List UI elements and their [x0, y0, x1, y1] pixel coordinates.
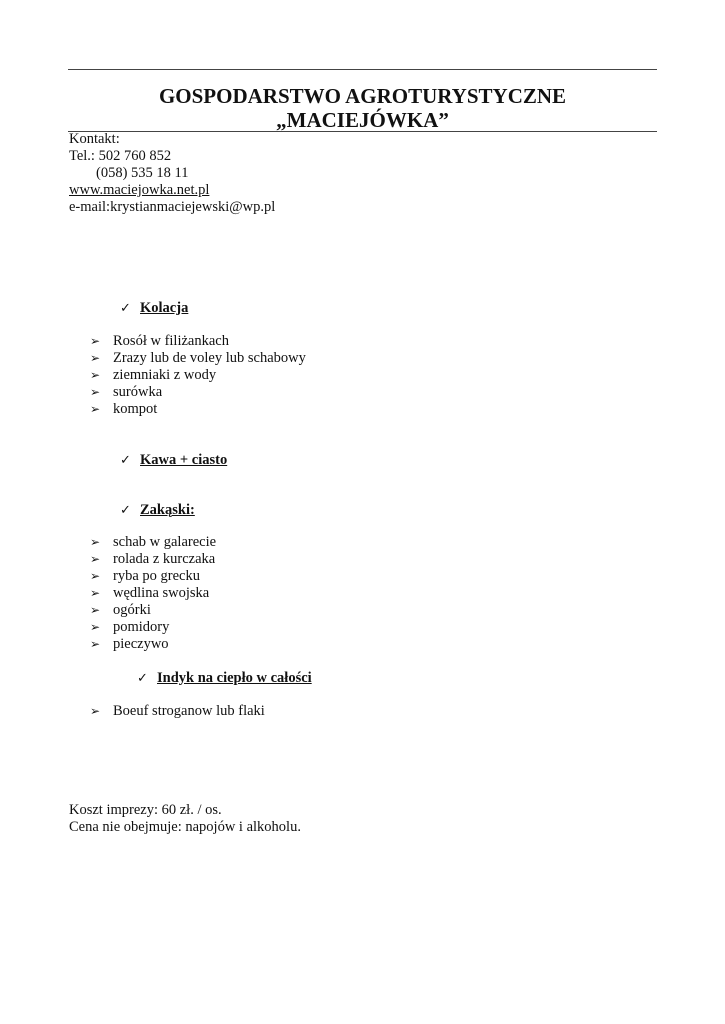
arrow-bullet-icon: ➢: [90, 334, 101, 348]
list-item: ➢ ogórki: [90, 602, 151, 618]
list-item: ➢ wędlina swojska: [90, 585, 210, 601]
arrow-bullet-icon: ➢: [90, 704, 101, 718]
section-heading-kolacja: [120, 299, 188, 317]
checkmark-icon: ✓: [120, 452, 131, 467]
arrow-bullet-icon: ➢: [90, 402, 101, 416]
heading-label: Zakąski:: [140, 502, 195, 518]
list-item: ➢ schab w galarecie: [90, 534, 217, 550]
zakaski-list: [90, 534, 216, 653]
list-item: ➢ Rosół w filiżankach: [90, 333, 229, 349]
list-item: ➢ kompot: [90, 401, 158, 417]
list-item: ➢ ziemniaki z wody: [90, 367, 217, 383]
page-title-line1: GOSPODARSTWO AGROTURYSTYCZNE: [158, 84, 567, 108]
heading-label: Kolacja: [140, 300, 189, 316]
indyk-list: [90, 703, 265, 720]
list-item: ➢ ryba po grecku: [90, 568, 200, 584]
arrow-bullet-icon: ➢: [90, 603, 101, 617]
heading-label: Kawa + ciasto: [140, 452, 228, 468]
list-item: ➢ Boeuf stroganow lub flaki: [90, 703, 265, 719]
list-item: ➢ rolada z kurczaka: [90, 551, 216, 567]
arrow-bullet-icon: ➢: [90, 368, 101, 382]
contact-block: [69, 131, 275, 216]
heading-label: Indyk na ciepło w całości: [157, 670, 312, 686]
event-cost: Koszt imprezy: 60 zł. / os.: [69, 802, 222, 818]
list-item: ➢ pomidory: [90, 619, 170, 635]
section-heading-kawa: [120, 451, 227, 469]
top-rule: [68, 69, 657, 70]
kolacja-list: [90, 333, 306, 418]
section-heading-zakaski: [120, 501, 195, 519]
price-note: Cena nie obejmuje: napojów i alkoholu.: [69, 819, 301, 835]
arrow-bullet-icon: ➢: [90, 351, 101, 365]
page-title-line2: „MACIEJÓWKA”: [276, 108, 449, 132]
list-item: ➢ surówka: [90, 384, 163, 400]
arrow-bullet-icon: ➢: [90, 552, 101, 566]
arrow-bullet-icon: ➢: [90, 620, 101, 634]
contact-label: Kontakt:: [69, 131, 120, 147]
footer-block: [69, 802, 301, 836]
arrow-bullet-icon: ➢: [90, 637, 101, 651]
website-link[interactable]: www.maciejowka.net.pl: [69, 182, 210, 198]
email-address: e-mail:krystianmaciejewski@wp.pl: [69, 199, 276, 215]
checkmark-icon: ✓: [120, 300, 131, 315]
phone-secondary: (058) 535 18 11: [96, 165, 189, 181]
list-item: ➢ Zrazy lub de voley lub schabowy: [90, 350, 306, 366]
checkmark-icon: ✓: [120, 502, 131, 517]
section-heading-indyk: [137, 669, 312, 687]
phone-primary: Tel.: 502 760 852: [69, 148, 172, 164]
arrow-bullet-icon: ➢: [90, 569, 101, 583]
arrow-bullet-icon: ➢: [90, 586, 101, 600]
arrow-bullet-icon: ➢: [90, 385, 101, 399]
list-item: ➢ pieczywo: [90, 636, 169, 652]
arrow-bullet-icon: ➢: [90, 535, 101, 549]
checkmark-icon: ✓: [137, 670, 148, 685]
